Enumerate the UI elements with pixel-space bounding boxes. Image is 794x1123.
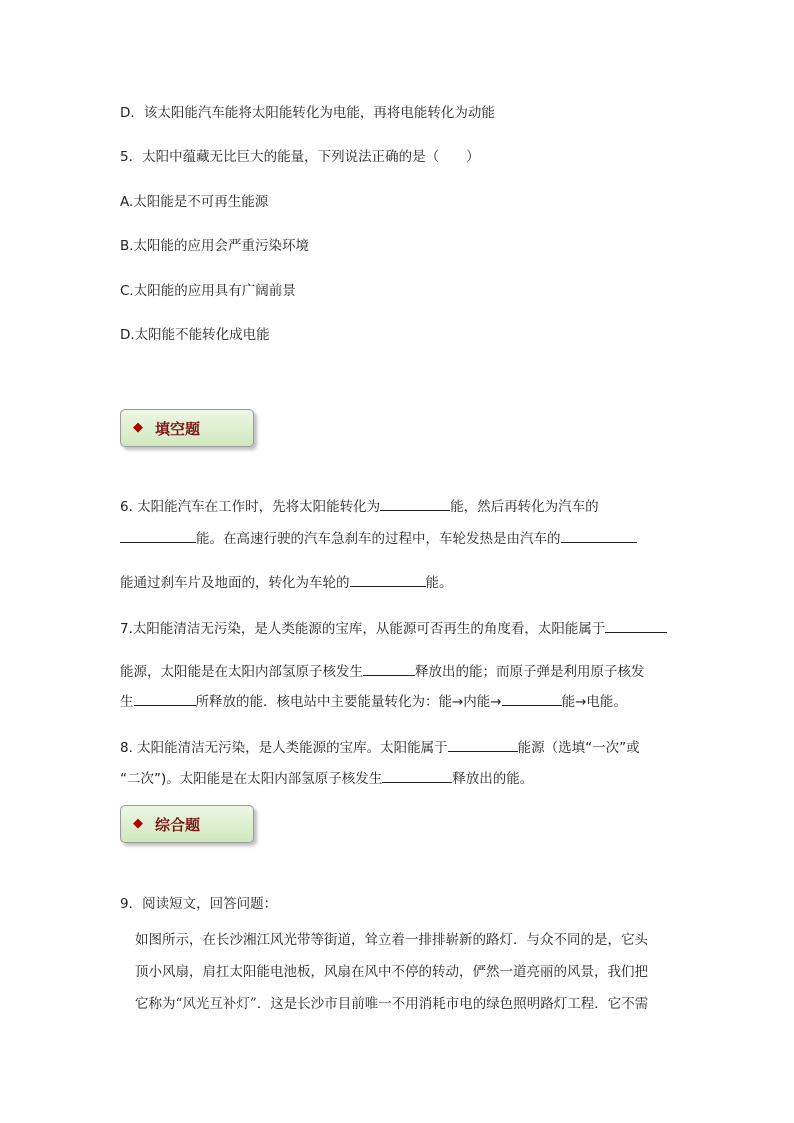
q9-text: 它称为 bbox=[135, 996, 176, 1012]
q7-text: 生 bbox=[120, 694, 134, 710]
q4-option-d: D．该太阳能汽车能将太阳能转化为电能，再将电能转化为动能 bbox=[120, 105, 495, 121]
q9-paragraph-line: 顶小风扇，肩扛太阳能电池板，风扇在风中不停的转动，俨然一道亮丽的风景，我们把 bbox=[135, 964, 648, 980]
q9-quoted-term: “风光互补灯” bbox=[175, 996, 257, 1012]
q7-text: 7.太阳能清洁无污染，是人类能源的宝库，从能源可否再生的角度看，太阳能属于 bbox=[120, 621, 606, 637]
q6-text: 能。 bbox=[425, 575, 453, 591]
q7-text: 能→电能。 bbox=[561, 694, 627, 710]
q7-line-2 bbox=[120, 661, 645, 682]
answer-blank[interactable] bbox=[363, 661, 415, 676]
q9-stem: 9．阅读短文，回答问题： bbox=[120, 896, 278, 912]
diamond-icon: ◆ bbox=[133, 420, 143, 435]
answer-blank[interactable] bbox=[448, 737, 518, 752]
q9-paragraph-line: 如图所示，在长沙湘江风光带等街道，耸立着一排排崭新的路灯．与众不同的是，它头 bbox=[135, 932, 648, 948]
q8-text: 8. 太阳能清洁无污染，是人类能源的宝库。太阳能属于 bbox=[120, 740, 448, 756]
answer-blank[interactable] bbox=[120, 528, 196, 543]
q6-text: 能，然后再转化为汽车的 bbox=[450, 499, 599, 515]
answer-blank[interactable] bbox=[382, 768, 452, 783]
q8-text: “二次”)。太阳能是在太阳内部氢原子核发生 bbox=[120, 771, 383, 787]
diamond-icon: ◆ bbox=[133, 816, 143, 831]
answer-blank[interactable] bbox=[380, 496, 450, 511]
q7-text: 释放出的能；而原子弹是利用原子核发 bbox=[415, 664, 645, 680]
q8-text: 能源（选填“一次”或 bbox=[517, 740, 640, 756]
q5-stem: 5．太阳中蕴藏无比巨大的能量，下列说法正确的是（ ） bbox=[120, 149, 480, 165]
q8-text: 释放出的能。 bbox=[452, 771, 534, 787]
section-header-comprehensive bbox=[120, 805, 254, 843]
q7-text: 所释放的能．核电站中主要能量转化为：能→内能→ bbox=[195, 694, 502, 710]
q6-text: 6. 太阳能汽车在工作时，先将太阳能转化为 bbox=[120, 499, 381, 515]
q6-line-1 bbox=[120, 496, 599, 517]
q8-line-2 bbox=[120, 768, 533, 789]
section-title: 填空题 bbox=[155, 420, 201, 438]
q7-line-3 bbox=[120, 691, 627, 712]
q6-line-3 bbox=[120, 572, 453, 593]
q8-line-1 bbox=[120, 737, 640, 758]
q9-text: ．这是长沙市目前唯一不用消耗市电的绿色照明路灯工程．它不需 bbox=[256, 996, 649, 1012]
answer-blank[interactable] bbox=[134, 691, 196, 706]
q6-text: 能通过刹车片及地面的，转化为车轮的 bbox=[120, 575, 350, 591]
answer-blank[interactable] bbox=[350, 572, 426, 587]
q5-option-c: C.太阳能的应用具有广阔前景 bbox=[120, 283, 296, 299]
answer-blank[interactable] bbox=[502, 691, 562, 706]
q5-option-b: B.太阳能的应用会严重污染环境 bbox=[120, 238, 310, 254]
q5-option-d: D.太阳能不能转化成电能 bbox=[120, 327, 270, 343]
q9-paragraph-line bbox=[135, 994, 648, 1014]
q7-line-1 bbox=[120, 618, 667, 639]
section-header-fill-in bbox=[120, 409, 254, 447]
answer-blank[interactable] bbox=[605, 618, 667, 633]
q7-text: 能源，太阳能是在太阳内部氢原子核发生 bbox=[120, 664, 363, 680]
q5-option-a: A.太阳能是不可再生能源 bbox=[120, 194, 269, 210]
q6-text: 能。在高速行驶的汽车急刹车的过程中，车轮发热是由汽车的 bbox=[196, 531, 561, 547]
section-title: 综合题 bbox=[155, 816, 201, 834]
q6-line-2 bbox=[120, 528, 637, 549]
answer-blank[interactable] bbox=[561, 528, 637, 543]
